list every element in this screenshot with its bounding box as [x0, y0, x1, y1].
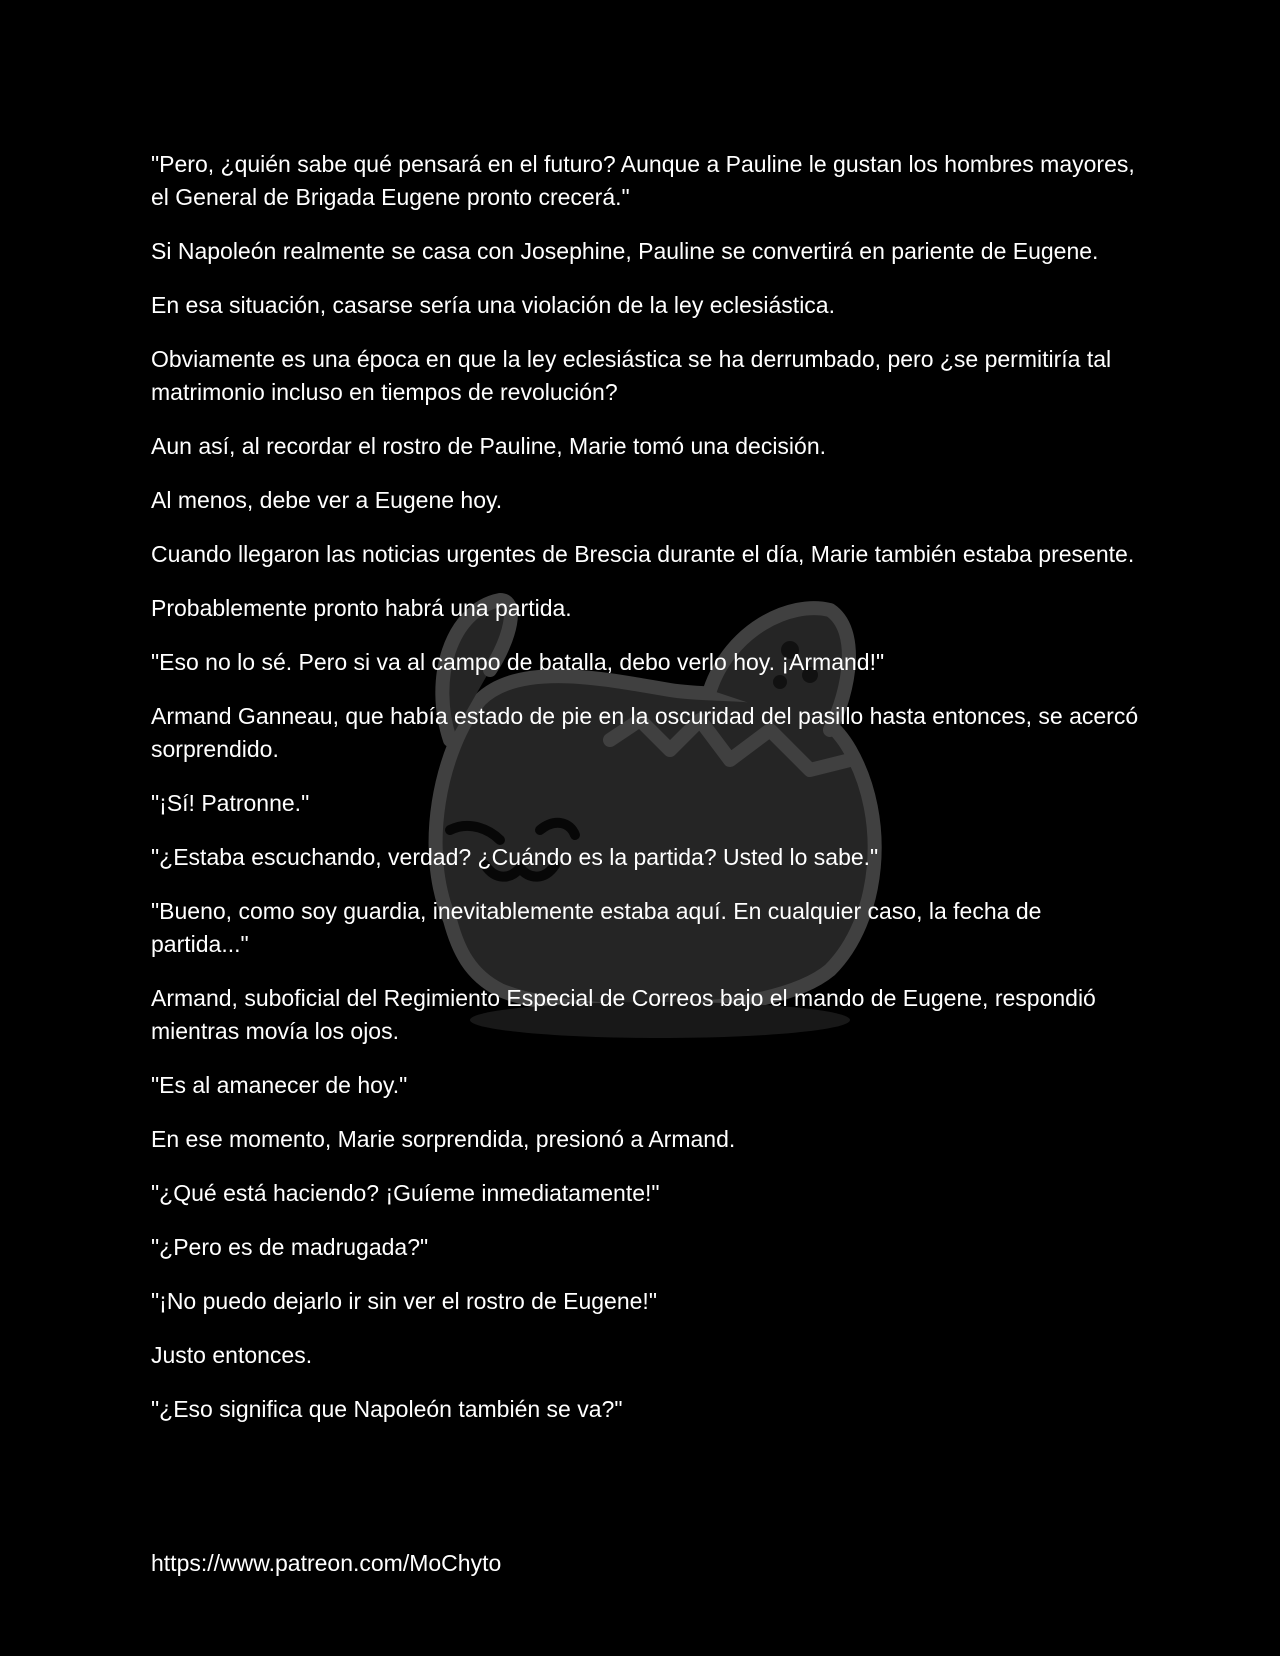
- paragraph: Justo entonces.: [151, 1342, 313, 1368]
- paragraph: En ese momento, Marie sorprendida, presionó a Armand.: [151, 1126, 736, 1152]
- patreon-link[interactable]: https://www.patreon.com/MoChyto: [151, 1550, 502, 1576]
- paragraph: "Es al amanecer de hoy.": [151, 1072, 408, 1098]
- paragraph: Probablemente pronto habrá una partida.: [151, 595, 572, 621]
- paragraph: Si Napoleón realmente se casa con Josephine, Pauline se convertirá en pariente de Eugene.: [151, 238, 1099, 264]
- paragraph: "Eso no lo sé. Pero si va al campo de batalla, debo verlo hoy. ¡Armand!": [151, 649, 885, 675]
- paragraph: "¡Sí! Patronne.": [151, 790, 310, 816]
- paragraph: "¿Qué está haciendo? ¡Guíeme inmediatamente!": [151, 1180, 660, 1206]
- paragraph: "¡No puedo dejarlo ir sin ver el rostro de Eugene!": [151, 1288, 657, 1314]
- paragraph: Al menos, debe ver a Eugene hoy.: [151, 487, 503, 513]
- paragraph: "Pero, ¿quién sabe qué pensará en el futuro? Aunque a Pauline le gustan los hombres mayores, el General de Brigada Eugene pronto crecerá.": [151, 151, 1135, 210]
- paragraph: En esa situación, casarse sería una violación de la ley eclesiástica.: [151, 292, 835, 318]
- paragraph: Cuando llegaron las noticias urgentes de Brescia durante el día, Marie también estaba presente.: [151, 541, 1135, 567]
- paragraph: Armand Ganneau, que había estado de pie en la oscuridad del pasillo hasta entonces, se acercó sorprendido.: [151, 703, 1139, 762]
- paragraph: Aun así, al recordar el rostro de Pauline, Marie tomó una decisión.: [151, 433, 827, 459]
- paragraph: Obviamente es una época en que la ley eclesiástica se ha derrumbado, pero ¿se permitiría tal matrimonio incluso en tiempos de revolución?: [151, 346, 1112, 405]
- paragraph: "¿Estaba escuchando, verdad? ¿Cuándo es la partida? Usted lo sabe.": [151, 844, 879, 870]
- paragraph: "¿Pero es de madrugada?": [151, 1234, 429, 1260]
- paragraph: "¿Eso significa que Napoleón también se va?": [151, 1396, 623, 1422]
- paragraph: Armand, suboficial del Regimiento Especial de Correos bajo el mando de Eugene, respondió mientras movía los ojos.: [151, 985, 1096, 1044]
- chapter-body: [151, 148, 1141, 1447]
- paragraph: "Bueno, como soy guardia, inevitablemente estaba aquí. En cualquier caso, la fecha de partida...": [151, 898, 1042, 957]
